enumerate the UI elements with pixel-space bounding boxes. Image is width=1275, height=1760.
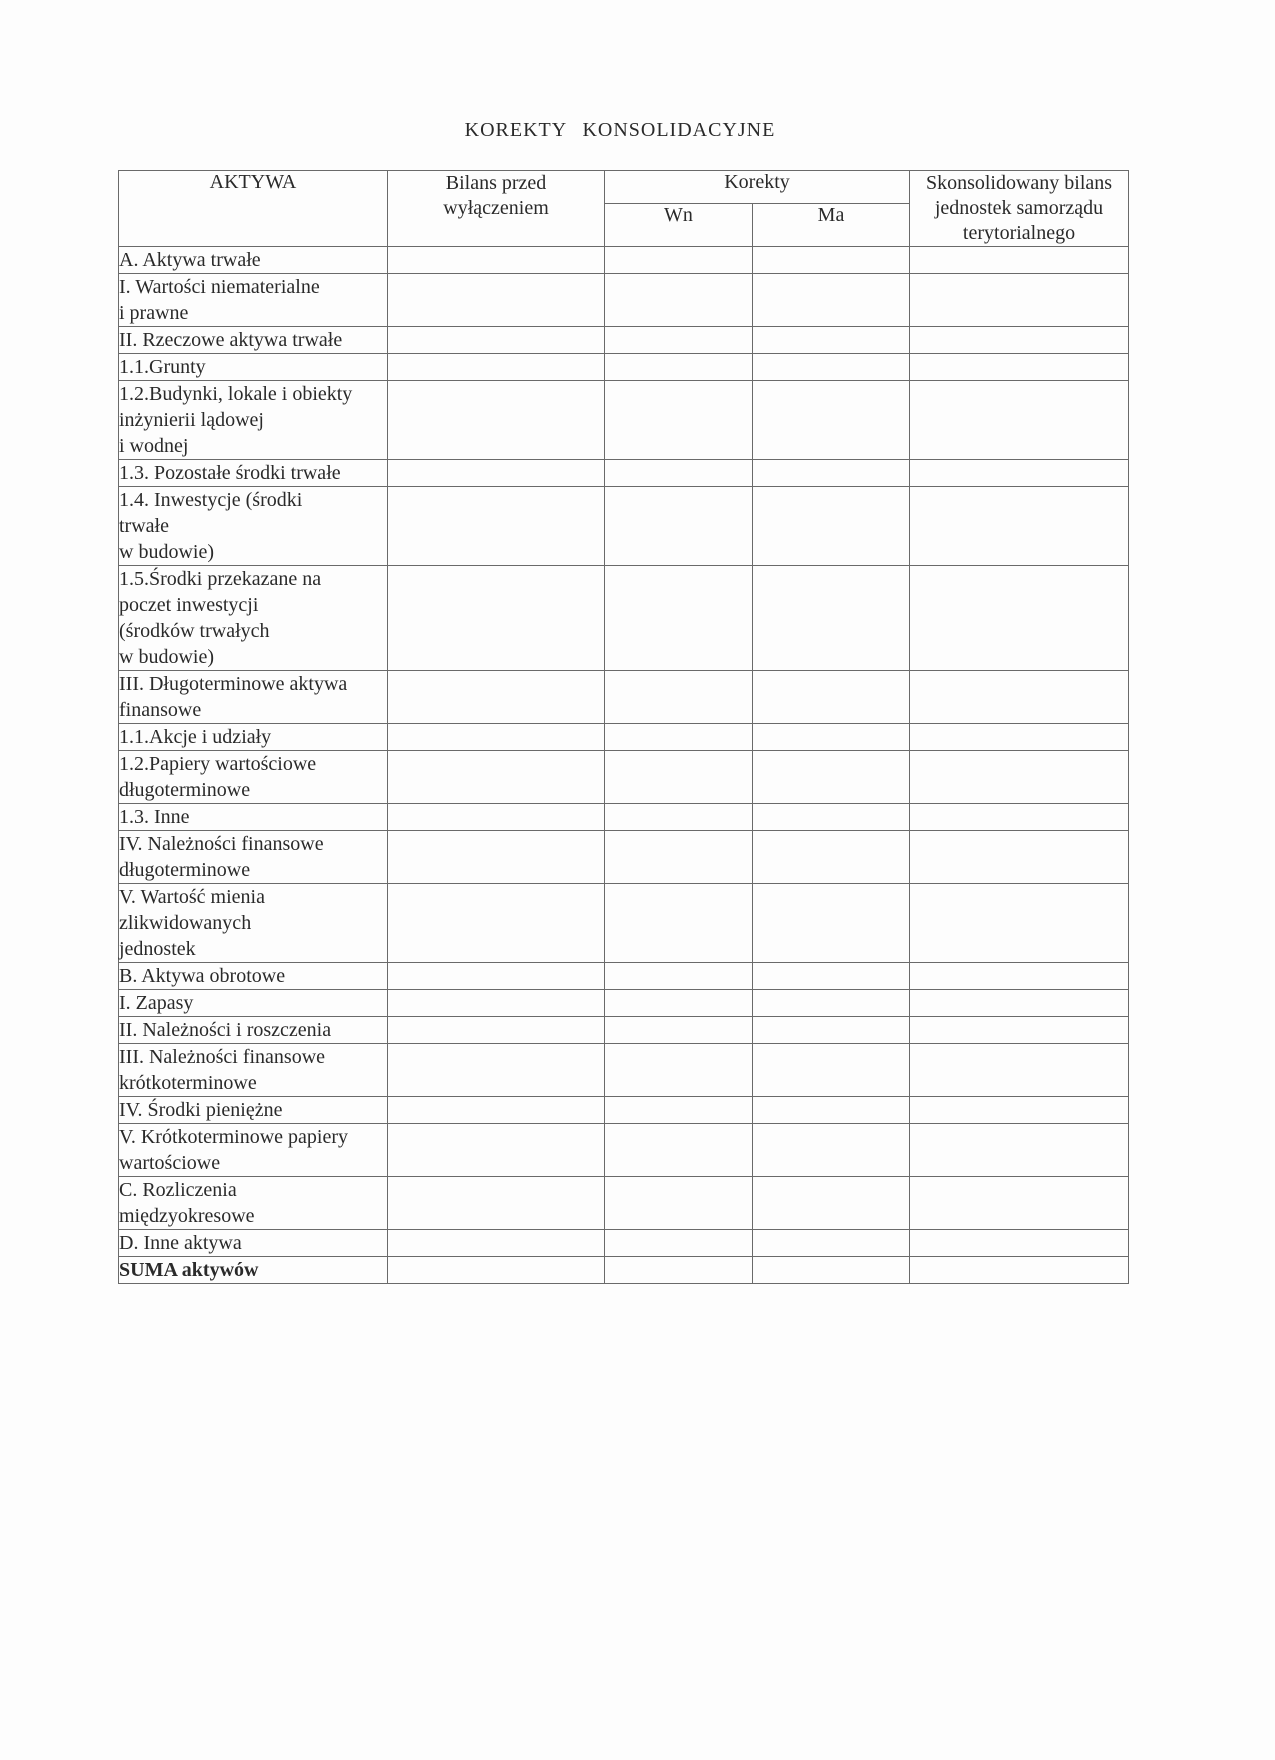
cell-skonsolidowany[interactable] [910,1230,1129,1257]
cell-korekty-wn[interactable] [605,884,753,963]
table-row [119,460,1129,487]
cell-korekty-ma[interactable] [753,460,910,487]
row-label: C. Rozliczenia międzyokresowe [119,1177,388,1230]
cell-bilans-przed[interactable] [388,990,605,1017]
header-ma: Ma [753,203,910,246]
table-row [119,831,1129,884]
cell-korekty-wn[interactable] [605,724,753,751]
cell-bilans-przed[interactable] [388,1257,605,1284]
table-row [119,1097,1129,1124]
row-label: IV. Środki pieniężne [119,1097,388,1124]
cell-korekty-wn[interactable] [605,1177,753,1230]
row-label: 1.3. Inne [119,804,388,831]
row-label: V. Wartość mienia zlikwidowanych jednostek [119,884,388,963]
table-row [119,1017,1129,1044]
cell-korekty-wn[interactable] [605,487,753,566]
table-row [119,1257,1129,1284]
row-label: 1.4. Inwestycje (środki trwałe w budowie) [119,487,388,566]
document-title: KOREKTY KONSOLIDACYJNE [464,119,776,141]
cell-skonsolidowany[interactable] [910,724,1129,751]
cell-skonsolidowany[interactable] [910,990,1129,1017]
table-row [119,1177,1129,1230]
row-label: I. Wartości niematerialne i prawne [119,274,388,327]
cell-skonsolidowany[interactable] [910,487,1129,566]
cell-korekty-ma[interactable] [753,354,910,381]
row-label: SUMA aktywów [119,1257,388,1284]
cell-korekty-wn[interactable] [605,671,753,724]
cell-korekty-wn[interactable] [605,274,753,327]
cell-skonsolidowany[interactable] [910,247,1129,274]
cell-skonsolidowany[interactable] [910,1017,1129,1044]
cell-korekty-wn[interactable] [605,247,753,274]
cell-korekty-ma[interactable] [753,1124,910,1177]
cell-korekty-ma[interactable] [753,566,910,671]
cell-skonsolidowany[interactable] [910,1097,1129,1124]
header-aktywa: AKTYWA [119,171,388,247]
table-row [119,381,1129,460]
row-label: V. Krótkoterminowe papiery wartościowe [119,1124,388,1177]
cell-korekty-ma[interactable] [753,274,910,327]
table-row [119,963,1129,990]
cell-korekty-ma[interactable] [753,1017,910,1044]
header-wn: Wn [605,203,753,246]
cell-skonsolidowany[interactable] [910,963,1129,990]
row-label: III. Należności finansowe krótkoterminowe [119,1044,388,1097]
cell-bilans-przed[interactable] [388,460,605,487]
cell-bilans-przed[interactable] [388,671,605,724]
row-label: II. Rzeczowe aktywa trwałe [119,327,388,354]
cell-skonsolidowany[interactable] [910,751,1129,804]
cell-bilans-przed[interactable] [388,381,605,460]
cell-bilans-przed[interactable] [388,566,605,671]
cell-bilans-przed[interactable] [388,1044,605,1097]
table-body [119,247,1129,1284]
table-row [119,354,1129,381]
header-skonsolidowany-bilans: Skonsolidowany bilans jednostek samorządu terytorialnego [910,171,1129,247]
cell-korekty-ma[interactable] [753,327,910,354]
cell-korekty-ma[interactable] [753,751,910,804]
cell-korekty-ma[interactable] [753,724,910,751]
cell-korekty-wn[interactable] [605,1124,753,1177]
cell-korekty-wn[interactable] [605,831,753,884]
cell-skonsolidowany[interactable] [910,1177,1129,1230]
cell-korekty-ma[interactable] [753,1230,910,1257]
row-label: 1.1.Akcje i udziały [119,724,388,751]
row-label: 1.3. Pozostałe środki trwałe [119,460,388,487]
cell-skonsolidowany[interactable] [910,1124,1129,1177]
cell-korekty-ma[interactable] [753,1097,910,1124]
row-label: D. Inne aktywa [119,1230,388,1257]
cell-skonsolidowany[interactable] [910,566,1129,671]
cell-korekty-ma[interactable] [753,381,910,460]
cell-korekty-ma[interactable] [753,963,910,990]
row-label: A. Aktywa trwałe [119,247,388,274]
table-row [119,1124,1129,1177]
cell-bilans-przed[interactable] [388,1097,605,1124]
cell-bilans-przed[interactable] [388,247,605,274]
table-row [119,671,1129,724]
table-row [119,751,1129,804]
table-row [119,327,1129,354]
cell-bilans-przed[interactable] [388,274,605,327]
cell-bilans-przed[interactable] [388,327,605,354]
cell-korekty-wn[interactable] [605,1230,753,1257]
cell-bilans-przed[interactable] [388,724,605,751]
cell-skonsolidowany[interactable] [910,884,1129,963]
cell-bilans-przed[interactable] [388,487,605,566]
table-row [119,1044,1129,1097]
table-row [119,804,1129,831]
cell-korekty-ma[interactable] [753,804,910,831]
table-row [119,990,1129,1017]
cell-korekty-ma[interactable] [753,671,910,724]
cell-bilans-przed[interactable] [388,751,605,804]
row-label: 1.5.Środki przekazane na poczet inwestycji (środków trwałych w budowie) [119,566,388,671]
row-label: IV. Należności finansowe długoterminowe [119,831,388,884]
cell-korekty-wn[interactable] [605,1097,753,1124]
cell-korekty-wn[interactable] [605,327,753,354]
row-label: 1.1.Grunty [119,354,388,381]
cell-korekty-wn[interactable] [605,751,753,804]
cell-bilans-przed[interactable] [388,1124,605,1177]
cell-korekty-wn[interactable] [605,566,753,671]
cell-skonsolidowany[interactable] [910,1257,1129,1284]
cell-bilans-przed[interactable] [388,1017,605,1044]
row-label: 1.2.Papiery wartościowe długoterminowe [119,751,388,804]
cell-korekty-wn[interactable] [605,381,753,460]
header-bilans-przed-wylaczeniem: Bilans przed wyłączeniem [388,171,605,247]
header-korekty: Korekty [605,171,910,204]
row-label: B. Aktywa obrotowe [119,963,388,990]
cell-korekty-ma[interactable] [753,1044,910,1097]
row-label: 1.2.Budynki, lokale i obiekty inżynierii lądowej i wodnej [119,381,388,460]
table-row [119,566,1129,671]
cell-bilans-przed[interactable] [388,884,605,963]
cell-skonsolidowany[interactable] [910,1044,1129,1097]
table-row [119,724,1129,751]
table-row [119,1230,1129,1257]
cell-korekty-ma[interactable] [753,990,910,1017]
cell-bilans-przed[interactable] [388,1177,605,1230]
table-row [119,487,1129,566]
cell-korekty-ma[interactable] [753,884,910,963]
cell-bilans-przed[interactable] [388,1230,605,1257]
cell-korekty-ma[interactable] [753,831,910,884]
cell-skonsolidowany[interactable] [910,460,1129,487]
cell-skonsolidowany[interactable] [910,354,1129,381]
cell-korekty-wn[interactable] [605,990,753,1017]
cell-korekty-wn[interactable] [605,1044,753,1097]
cell-korekty-wn[interactable] [605,1017,753,1044]
row-label: II. Należności i roszczenia [119,1017,388,1044]
table-row [119,247,1129,274]
row-label: III. Długoterminowe aktywa finansowe [119,671,388,724]
cell-skonsolidowany[interactable] [910,804,1129,831]
cell-skonsolidowany[interactable] [910,274,1129,327]
cell-bilans-przed[interactable] [388,354,605,381]
cell-skonsolidowany[interactable] [910,831,1129,884]
cell-korekty-ma[interactable] [753,247,910,274]
cell-korekty-wn[interactable] [605,963,753,990]
table-row [119,884,1129,963]
cell-korekty-wn[interactable] [605,460,753,487]
cell-bilans-przed[interactable] [388,831,605,884]
cell-korekty-wn[interactable] [605,1257,753,1284]
cell-korekty-ma[interactable] [753,1177,910,1230]
cell-skonsolidowany[interactable] [910,327,1129,354]
row-label: I. Zapasy [119,990,388,1017]
cell-skonsolidowany[interactable] [910,671,1129,724]
cell-korekty-wn[interactable] [605,354,753,381]
cell-korekty-ma[interactable] [753,487,910,566]
cell-korekty-ma[interactable] [753,1257,910,1284]
table-row [119,274,1129,327]
consolidation-adjustments-table [118,170,1129,1284]
cell-skonsolidowany[interactable] [910,381,1129,460]
cell-bilans-przed[interactable] [388,963,605,990]
cell-bilans-przed[interactable] [388,804,605,831]
cell-korekty-wn[interactable] [605,804,753,831]
